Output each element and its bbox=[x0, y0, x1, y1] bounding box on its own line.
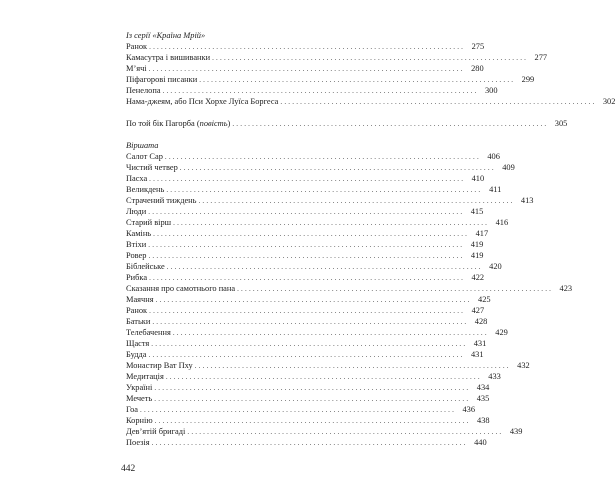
dot-leader: ................................................................................ bbox=[148, 351, 465, 359]
entry-title: Дев’ятій бригаді bbox=[126, 427, 186, 436]
dot-leader: ................................................................................ bbox=[149, 307, 466, 315]
toc-entry bbox=[126, 96, 615, 107]
toc-entry bbox=[126, 338, 487, 349]
dot-leader: ................................................................................ bbox=[232, 120, 549, 128]
entry-title-end: ) bbox=[227, 119, 231, 128]
dot-leader: ................................................................................ bbox=[154, 417, 471, 425]
dot-leader: ................................................................................ bbox=[172, 329, 489, 337]
entry-title: Камінь bbox=[126, 229, 152, 238]
entry-title: Медитація bbox=[126, 372, 164, 381]
dot-leader: ................................................................................ bbox=[237, 285, 554, 293]
entry-genre-note: повість bbox=[199, 119, 228, 128]
toc-entry bbox=[126, 151, 500, 162]
toc-entry bbox=[126, 283, 573, 294]
dot-leader: ................................................................................ bbox=[148, 252, 465, 260]
dot-leader: ................................................................................ bbox=[151, 340, 468, 348]
entry-title: Пенелопа bbox=[126, 86, 161, 95]
entry-page: 439 bbox=[509, 427, 523, 436]
toc-entry bbox=[126, 437, 487, 448]
toc-entry bbox=[126, 261, 502, 272]
entry-page: 422 bbox=[471, 273, 485, 282]
entry-page: 299 bbox=[521, 75, 535, 84]
toc-entry bbox=[126, 74, 535, 85]
toc-entry bbox=[126, 41, 485, 52]
dot-leader: ................................................................................ bbox=[151, 439, 468, 447]
dot-leader: ................................................................................ bbox=[166, 263, 483, 271]
entry-page: 417 bbox=[475, 229, 489, 238]
dot-leader: ................................................................................ bbox=[152, 318, 469, 326]
toc-entry bbox=[126, 382, 490, 393]
dot-leader: ................................................................................ bbox=[149, 175, 466, 183]
dot-leader: ................................................................................ bbox=[162, 87, 479, 95]
entry-page: 440 bbox=[474, 438, 487, 447]
toc-entry bbox=[126, 294, 491, 305]
toc-entry bbox=[126, 173, 485, 184]
entry-title: Камасутра і вишиванки bbox=[126, 53, 211, 62]
dot-leader: ................................................................................ bbox=[155, 296, 472, 304]
entry-page: 302 bbox=[602, 97, 615, 106]
toc-entry bbox=[126, 349, 484, 360]
entry-page: 434 bbox=[476, 383, 490, 392]
entry-page: 305 bbox=[554, 119, 568, 128]
entry-title: Сказання про самотнього пана bbox=[126, 284, 236, 293]
toc-entry bbox=[126, 316, 488, 327]
toc-entry bbox=[126, 228, 489, 239]
entry-title bbox=[126, 118, 232, 129]
entry-page: 427 bbox=[471, 306, 485, 315]
entry-page: 411 bbox=[489, 185, 502, 194]
dot-leader: ................................................................................ bbox=[179, 164, 496, 172]
entry-page: 433 bbox=[488, 372, 501, 381]
entry-page: 425 bbox=[478, 295, 491, 304]
toc-entry bbox=[126, 206, 484, 217]
entry-title: Біблейське bbox=[126, 262, 165, 271]
entry-title: Нама-джеям, або Пси Хорхе Луїса Боргеса bbox=[126, 97, 279, 106]
entry-page: 410 bbox=[471, 174, 485, 183]
spacer bbox=[126, 107, 356, 118]
entry-title: Поезія bbox=[126, 438, 150, 447]
toc-entry bbox=[126, 195, 534, 206]
section-title: Віршата bbox=[126, 141, 159, 150]
toc-entry bbox=[126, 239, 484, 250]
entry-title: Україні bbox=[126, 383, 153, 392]
toc-entry bbox=[126, 272, 485, 283]
entry-title-text: По той бік Пагорба ( bbox=[126, 119, 200, 128]
entry-page: 436 bbox=[462, 405, 476, 414]
entry-title: Маячня bbox=[126, 295, 154, 304]
entry-page: 438 bbox=[477, 416, 490, 425]
dot-leader: ................................................................................ bbox=[194, 362, 511, 370]
toc-entry bbox=[126, 305, 485, 316]
entry-page: 428 bbox=[474, 317, 488, 326]
entry-title: М’ячі bbox=[126, 64, 147, 73]
entry-page: 416 bbox=[495, 218, 509, 227]
entry-title: Піфагорові писанки bbox=[126, 75, 198, 84]
dot-leader: ................................................................................ bbox=[154, 384, 471, 392]
table-of-contents bbox=[126, 30, 615, 448]
entry-page: 435 bbox=[476, 394, 490, 403]
entry-title: Чистий четвер bbox=[126, 163, 178, 172]
dot-leader: ................................................................................ bbox=[187, 428, 504, 436]
entry-page: 429 bbox=[495, 328, 508, 337]
entry-title: Монастир Ват Пху bbox=[126, 361, 193, 370]
entry-title: Люди bbox=[126, 207, 147, 216]
entry-title: Страчений тиждень bbox=[126, 196, 197, 205]
entry-title: Телебачення bbox=[126, 328, 171, 337]
toc-entry bbox=[126, 393, 490, 404]
dot-leader: ................................................................................ bbox=[164, 153, 481, 161]
entry-page: 419 bbox=[470, 240, 484, 249]
dot-leader: ................................................................................ bbox=[154, 395, 471, 403]
entry-page: 419 bbox=[470, 251, 484, 260]
toc-entry bbox=[126, 426, 523, 437]
entry-page: 277 bbox=[534, 53, 548, 62]
entry-title: Корнію bbox=[126, 416, 153, 425]
entry-page: 406 bbox=[487, 152, 500, 161]
entry-page: 300 bbox=[484, 86, 498, 95]
dot-leader: ................................................................................ bbox=[153, 230, 470, 238]
dot-leader: ................................................................................ bbox=[280, 98, 597, 106]
toc-entry bbox=[126, 371, 501, 382]
entry-title: Старий вірш bbox=[126, 218, 172, 227]
toc-entry bbox=[126, 327, 508, 338]
toc-entry bbox=[126, 162, 515, 173]
entry-page: 415 bbox=[470, 207, 484, 216]
entry-page: 423 bbox=[559, 284, 573, 293]
entry-title: Салот Сар bbox=[126, 152, 163, 161]
entry-title: Ранок bbox=[126, 306, 148, 315]
toc-entry bbox=[126, 52, 548, 63]
toc-entry bbox=[126, 360, 530, 371]
toc-entry bbox=[126, 63, 484, 74]
entry-page: 275 bbox=[471, 42, 485, 51]
entry-page: 413 bbox=[520, 196, 534, 205]
entry-title: Великдень bbox=[126, 185, 165, 194]
toc-list bbox=[126, 151, 573, 448]
entry-page: 280 bbox=[471, 64, 484, 73]
entry-page: 431 bbox=[473, 339, 487, 348]
dot-leader: ................................................................................ bbox=[173, 219, 490, 227]
page-number: 442 bbox=[121, 464, 136, 474]
toc-entry bbox=[126, 404, 476, 415]
entry-title: Батьки bbox=[126, 317, 151, 326]
entry-title: Гоа bbox=[126, 405, 139, 414]
dot-leader: ................................................................................ bbox=[198, 197, 515, 205]
entry-page: 420 bbox=[489, 262, 502, 271]
entry-title: Мечеть bbox=[126, 394, 153, 403]
entry-title: Будда bbox=[126, 350, 147, 359]
dot-leader: ................................................................................ bbox=[149, 43, 466, 51]
entry-title: Ровер bbox=[126, 251, 147, 260]
section-title: Із серії «Країна Мрій» bbox=[126, 31, 206, 40]
entry-title: Ранок bbox=[126, 42, 148, 51]
dot-leader: ................................................................................ bbox=[199, 76, 516, 84]
toc-entry bbox=[126, 250, 484, 261]
dot-leader: ................................................................................ bbox=[148, 208, 465, 216]
dot-leader: ................................................................................ bbox=[140, 406, 457, 414]
toc-entry bbox=[126, 184, 502, 195]
toc-list bbox=[126, 41, 615, 107]
dot-leader: ................................................................................ bbox=[149, 274, 466, 282]
entry-page: 431 bbox=[470, 350, 484, 359]
spacer bbox=[126, 129, 356, 140]
dot-leader: ................................................................................ bbox=[212, 54, 529, 62]
toc-entry bbox=[126, 85, 498, 96]
entry-title: Рибка bbox=[126, 273, 148, 282]
toc-entry bbox=[126, 217, 509, 228]
entry-title: Щастя bbox=[126, 339, 150, 348]
dot-leader: ................................................................................ bbox=[148, 65, 465, 73]
toc-entry bbox=[126, 415, 490, 426]
entry-title: Пасха bbox=[126, 174, 148, 183]
entry-page: 409 bbox=[502, 163, 515, 172]
entry-title: Втіхи bbox=[126, 240, 147, 249]
entry-page: 432 bbox=[517, 361, 530, 370]
dot-leader: ................................................................................ bbox=[166, 186, 483, 194]
dot-leader: ................................................................................ bbox=[148, 241, 465, 249]
dot-leader: ................................................................................ bbox=[165, 373, 482, 381]
toc-entry bbox=[126, 118, 568, 129]
